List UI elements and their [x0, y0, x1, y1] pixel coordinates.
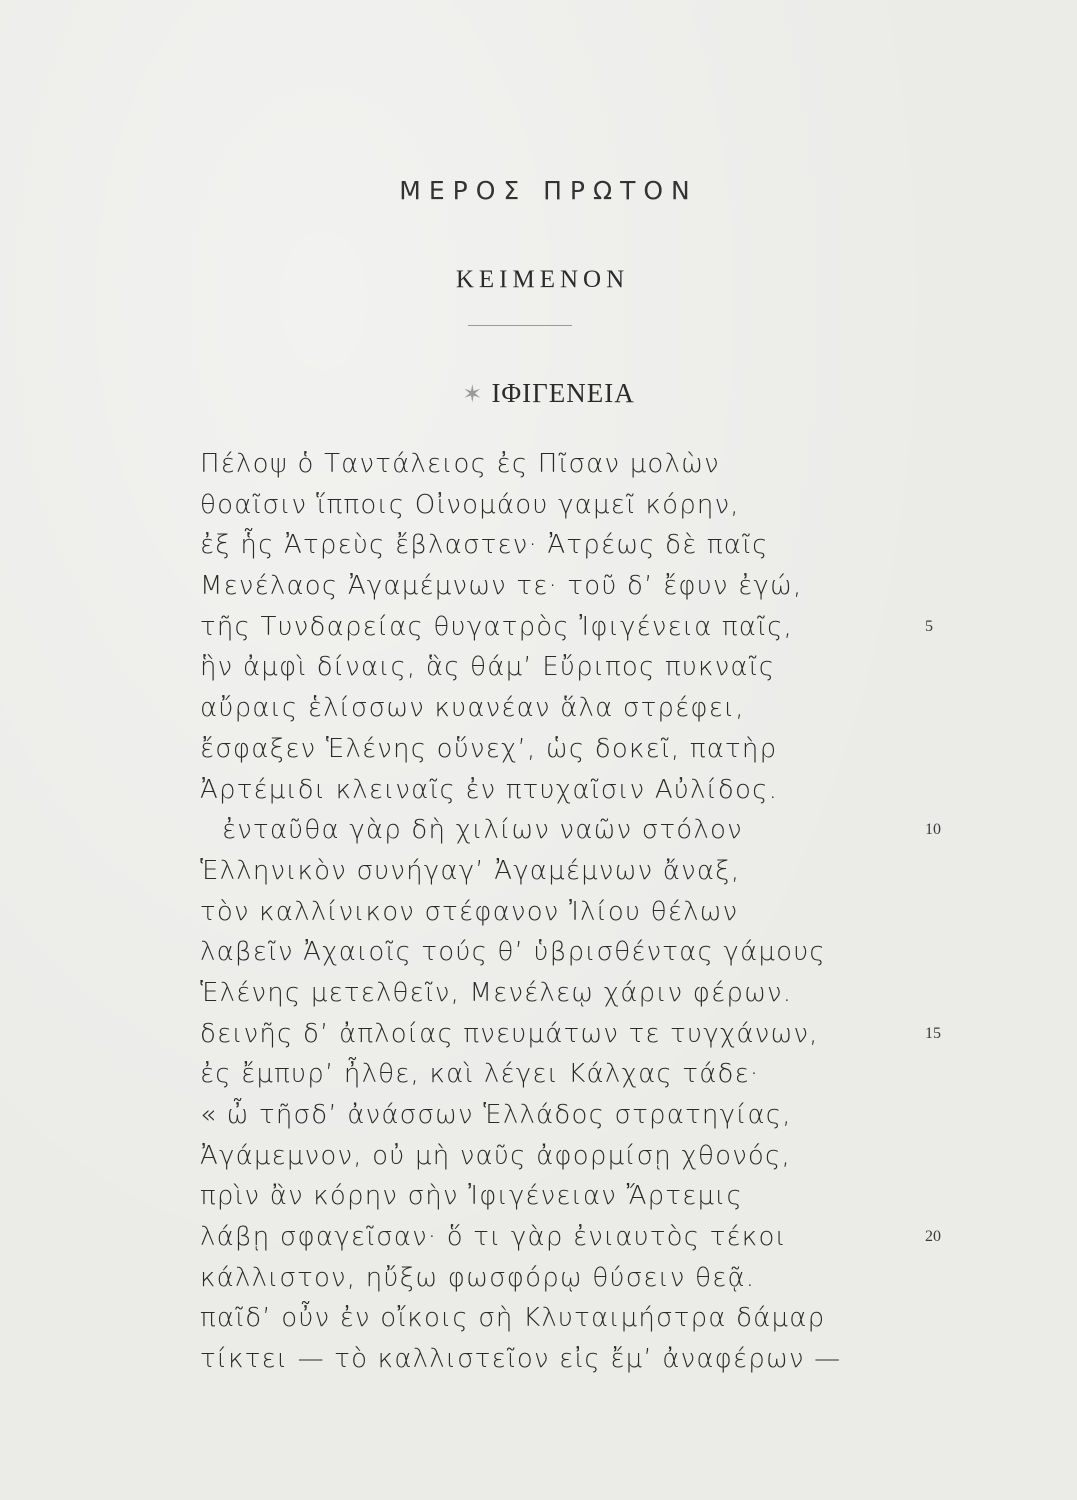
verse-line-text: Ἀγάμεμνον, οὐ μὴ ναῦς ἀφορμίσῃ χθονός,: [200, 1140, 791, 1171]
verse-line-text: λάβῃ σφαγεῖσαν· ὅ τι γὰρ ἐνιαυτὸς τέκοι: [200, 1222, 787, 1253]
verse-line-text: Ἑλληνικὸν συνήγαγ’ Ἀγαμέμνων ἄναξ,: [200, 855, 741, 886]
work-title: ΙΦΙΓΕΝΕΙΑ: [491, 378, 635, 408]
verse-line: [200, 1095, 960, 1136]
verse-line-text: Μενέλαος Ἀγαμέμνων τε· τοῦ δ’ ἔφυν ἐγώ,: [200, 571, 803, 602]
verse-line: [200, 1176, 960, 1217]
verse-line-text: πρὶν ἂν κόρην σὴν Ἰφιγένειαν Ἄρτεμις: [200, 1181, 743, 1212]
verse-line: [200, 1136, 960, 1177]
verse-line: [200, 1217, 960, 1258]
verse-line-text: ἐνταῦθα γὰρ δὴ χιλίων ναῶν στόλον: [222, 815, 743, 846]
verse-line: [200, 688, 960, 729]
part-heading: ΜΕΡΟΣ ΠΡΩΤΟΝ: [399, 176, 698, 205]
verse-line-text: Πέλοψ ὁ Ταντάλειος ἐς Πῖσαν μολὼν: [200, 449, 720, 479]
verse-line-text: τὸν καλλίνικον στέφανον Ἰλίου θέλων: [200, 896, 739, 927]
verse-line: [200, 1014, 960, 1055]
line-number: 10: [925, 821, 941, 839]
verse-line: [200, 973, 960, 1014]
verse-line: [200, 525, 960, 566]
verse-line-text: θοαῖσιν ἵπποις Οἰνομάου γαμεῖ κόρην,: [200, 489, 740, 520]
verse-line: [200, 851, 960, 892]
verse-line-text: Ἑλένης μετελθεῖν, Μενέλεῳ χάριν φέρων.: [200, 977, 793, 1008]
verse-line: [200, 444, 960, 485]
verse-line: [200, 566, 960, 607]
verse-line-text: ἐς ἔμπυρ’ ἦλθε, καὶ λέγει Κάλχας τάδε·: [200, 1059, 760, 1090]
verse-line-text: « ὦ τῆσδ’ ἀνάσσων Ἑλλάδος στρατηγίας,: [200, 1100, 792, 1130]
verse-line: [200, 607, 960, 648]
line-number: 5: [925, 617, 933, 635]
verse-line: [200, 647, 960, 688]
verse-line-text: παῖδ’ οὖν ἐν οἴκοις σὴ Κλυταιμήστρα δάμαρ: [200, 1303, 826, 1334]
verse-line: [200, 770, 960, 811]
verse-line: [200, 1298, 960, 1339]
verse-line-text: ἐξ ἧς Ἀτρεὺς ἔβλαστεν· Ἀτρέως δὲ παῖς: [200, 530, 769, 561]
verse-line-text: κάλλιστον, ηὔξω φωσφόρῳ θύσειν θεᾷ.: [200, 1262, 756, 1293]
verse-line-text: Ἀρτέμιδι κλειναῖς ἐν πτυχαῖσιν Αὐλίδος.: [200, 774, 779, 805]
verse-line-text: αὔραις ἑλίσσων κυανέαν ἅλα στρέφει,: [200, 693, 745, 724]
verse-line: [200, 1339, 960, 1380]
verse-line: [200, 1258, 960, 1299]
heading-rule: [468, 325, 572, 326]
verse-line-text: δεινῆς δ’ ἀπλοίας πνευμάτων τε τυγχάνων,: [200, 1018, 819, 1049]
verse-line: [200, 810, 960, 851]
section-heading: ΚΕΙΜΕΝΟΝ: [455, 266, 630, 293]
verse-line-text: ἔσφαξεν Ἑλένης οὕνεχ’, ὡς δοκεῖ, πατὴρ: [200, 733, 778, 764]
line-number: 15: [925, 1024, 941, 1042]
verse-line: [200, 932, 960, 973]
verse-line: [200, 892, 960, 933]
verse-line-text: τῆς Τυνδαρείας θυγατρὸς Ἰφιγένεια παῖς,: [200, 611, 794, 642]
title-row: [0, 378, 1077, 409]
verse-text: [200, 444, 960, 1380]
verse-line: [200, 485, 960, 526]
line-number: 20: [925, 1228, 941, 1246]
verse-line: [200, 729, 960, 770]
verse-line-text: ἣν ἀμφὶ δίναις, ἃς θάμ’ Εὔριπος πυκναῖς: [200, 652, 776, 683]
star-mark-icon: ✶: [462, 379, 483, 408]
verse-line-text: λαβεῖν Ἀχαιοῖς τούς θ’ ὑβρισθέντας γάμους: [200, 937, 826, 968]
verse-line-text: τίκτει — τὸ καλλιστεῖον εἰς ἔμ’ ἀναφέρων —: [200, 1344, 842, 1375]
verse-line: [200, 1054, 960, 1095]
